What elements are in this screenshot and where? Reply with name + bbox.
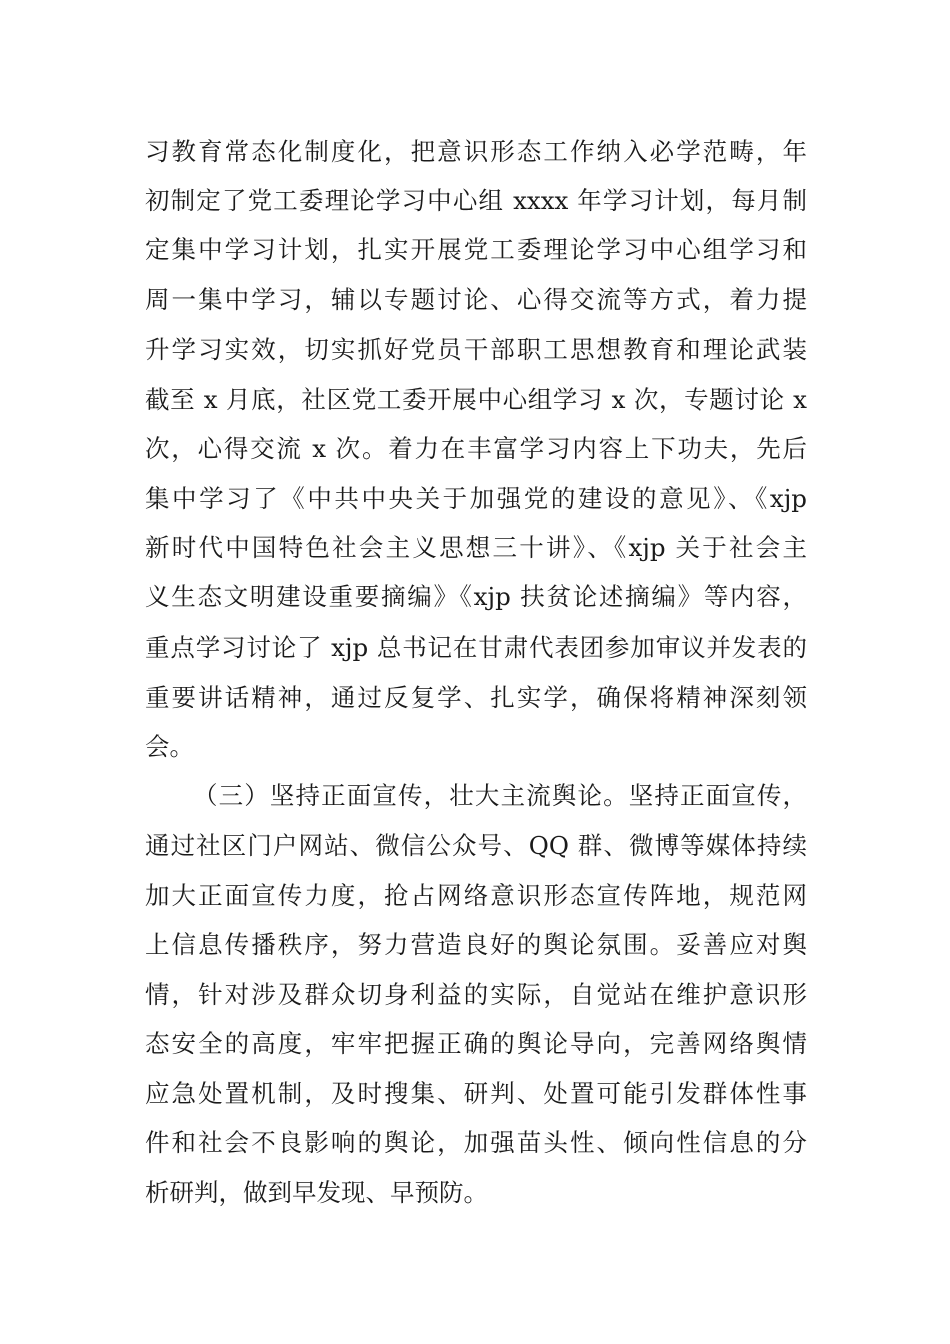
text-line: 习教育常态化制度化，把意识形态工作纳入必学范畴，年 [145, 137, 807, 166]
text-line: 应急处置机制，及时搜集、研判、处置可能引发群体性事 [145, 1079, 807, 1108]
text-line: 重要讲话精神，通过反复学、扎实学，确保将精神深刻领 [145, 683, 807, 712]
text-line: 周一集中学习，辅以专题讨论、心得交流等方式，着力提 [145, 285, 807, 314]
text-line: 集中学习了《中共中央关于加强党的建设的意见》、《xjp [145, 484, 807, 513]
text-line: 通过社区门户网站、微信公众号、QQ 群、微博等媒体持续 [145, 831, 807, 860]
text-line: 上信息传播秩序，努力营造良好的舆论氛围。妥善应对舆 [145, 930, 807, 959]
text-line: 析研判，做到早发现、早预防。 [145, 1178, 488, 1207]
text-line: 初制定了党工委理论学习中心组 xxxx 年学习计划，每月制 [145, 186, 807, 215]
text-line: 情，针对涉及群众切身利益的实际，自觉站在维护意识形 [145, 980, 807, 1009]
text-line: 重点学习讨论了 xjp 总书记在甘肃代表团参加审议并发表的 [145, 633, 807, 662]
text-line: 加大正面宣传力度，抢占网络意识形态宣传阵地，规范网 [145, 881, 807, 910]
section-heading-line: （三）坚持正面宣传，壮大主流舆论。坚持正面宣传， [193, 781, 807, 810]
text-line: 截至 x 月底，社区党工委开展中心组学习 x 次，专题讨论 x [145, 385, 807, 414]
text-line: 件和社会不良影响的舆论，加强苗头性、倾向性信息的分 [145, 1128, 807, 1157]
text-line: 态安全的高度，牢牢把握正确的舆论导向，完善网络舆情 [145, 1029, 807, 1058]
text-line: 新时代中国特色社会主义思想三十讲》、《xjp 关于社会主 [145, 533, 807, 562]
text-line: 升学习实效，切实抓好党员干部职工思想教育和理论武装 [145, 335, 807, 364]
text-line: 次，心得交流 x 次。着力在丰富学习内容上下功夫，先后 [145, 434, 807, 463]
text-line: 义生态文明建设重要摘编》《xjp 扶贫论述摘编》等内容， [145, 582, 807, 611]
text-line: 定集中学习计划，扎实开展党工委理论学习中心组学习和 [145, 235, 807, 264]
text-line: 会。 [145, 732, 194, 761]
